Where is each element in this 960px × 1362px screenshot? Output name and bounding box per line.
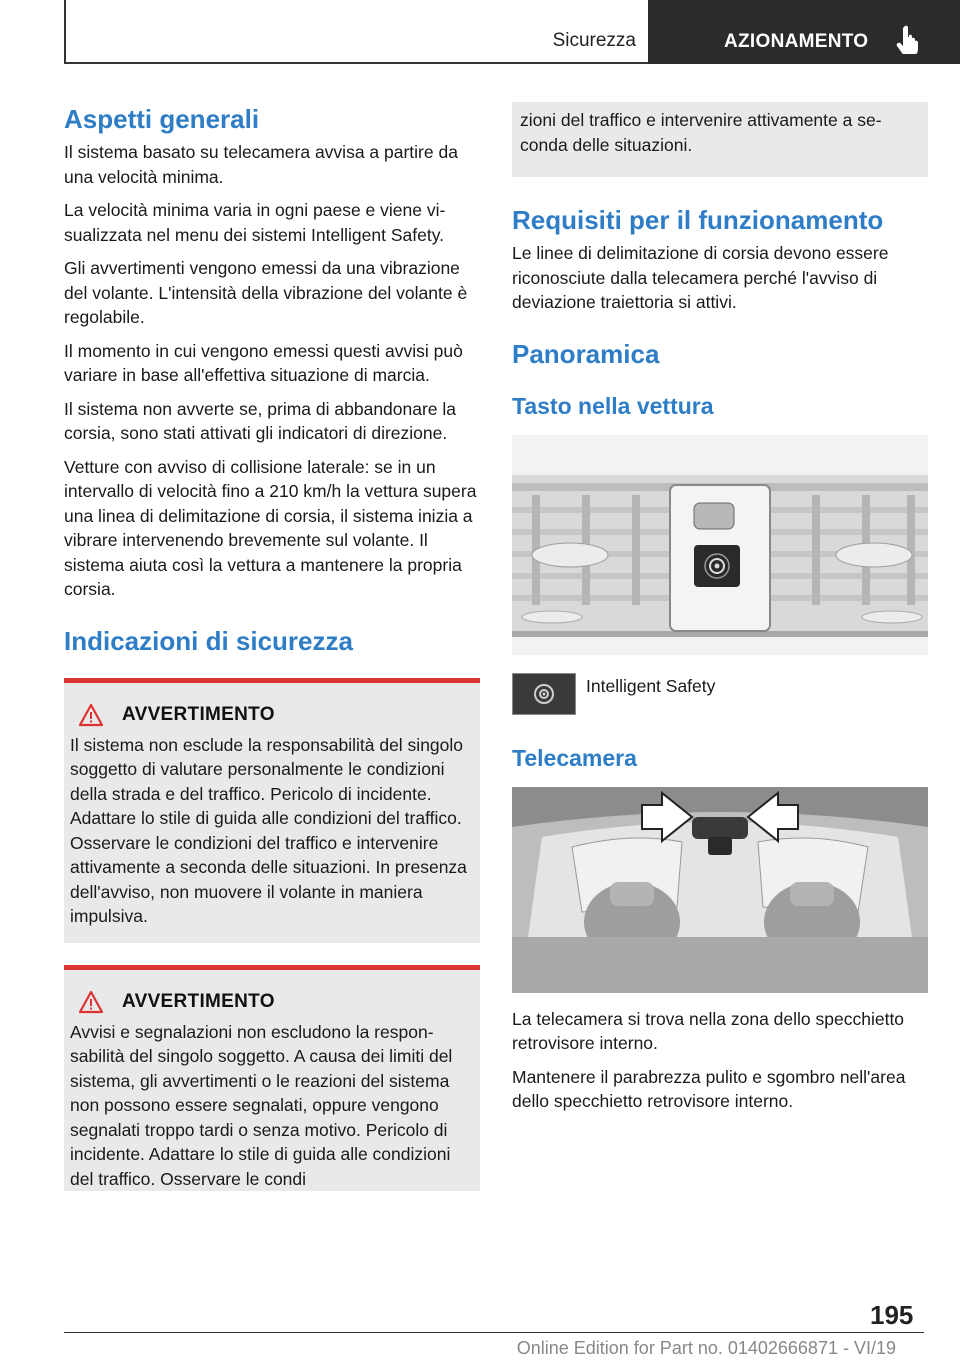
camera-location-image	[512, 787, 928, 993]
intelligent-safety-button-icon	[512, 673, 576, 715]
warning-box	[64, 965, 480, 1192]
warning-header	[70, 990, 470, 1014]
right-column	[512, 102, 928, 1123]
warning-header	[70, 703, 470, 727]
intelligent-safety-icon	[532, 682, 556, 706]
heading-safety: Indicazioni di sicurezza	[64, 625, 353, 656]
heading-overview: Panoramica	[512, 338, 660, 369]
heading-requirements: Requisiti per il funzionamento	[512, 205, 884, 235]
warning-text: Il sistema non esclude la responsabilità del singolo soggetto di valutare personalmente le condizioni della strada e del traffico. Pericolo di incidente. Adattare lo stile di guida alle condizioni del traffico. Osservare le condizioni del traffico e intervenire attivamente a seconda delle situazioni. In presenza dell'avviso, non muovere il volante in maniera impulsiva.	[70, 734, 467, 926]
button-legend-row	[512, 673, 928, 715]
paragraph: Il sistema non avverte se, prima di abbandonare la corsia, sono stati attivati gli indicatori di direzione.	[64, 398, 457, 443]
page-number: 195	[870, 1300, 914, 1330]
heading-camera: Telecamera	[512, 744, 637, 771]
heading-button: Tasto nella vettura	[512, 392, 714, 419]
header-rule-bottom	[64, 62, 648, 64]
warning-box	[64, 678, 480, 943]
dashboard-button-image	[512, 435, 928, 655]
dashboard-vent-illustration	[512, 435, 928, 655]
paragraph: La velocità minima varia in ogni paese e viene visualizzata nel menu dei sistemi Intelligent Safety.	[64, 200, 446, 245]
hand-pointer-icon	[896, 24, 922, 54]
warning-title: AVVERTIMENTO	[122, 990, 275, 1012]
intelligent-safety-label: Intelligent Safety	[586, 675, 716, 696]
header-section-title: Sicurezza	[552, 30, 636, 51]
warning-continuation-text: zioni del traffico e intervenire attivamente a seconda delle situazioni.	[520, 110, 882, 155]
paragraph: La telecamera si trova nella zona dello specchietto retrovisore interno.	[512, 1008, 905, 1053]
footer-rule	[64, 1332, 924, 1333]
warning-continuation-box	[512, 102, 928, 177]
warning-triangle-icon	[78, 703, 104, 727]
paragraph: Gli avvertimenti vengono emessi da una vibrazione del volante. L'intensità della vibrazione del volante è regolabile.	[64, 258, 468, 327]
paragraph: Le linee di delimitazione di corsia devono essere riconosciute dalla telecamera perché l'avviso di deviazione traiettoria si attivi.	[512, 243, 889, 312]
left-column	[64, 102, 480, 1191]
paragraph: Il momento in cui vengono emessi questi avvisi può variare in base all'effettiva situazione di marcia.	[64, 340, 463, 385]
warning-triangle-icon	[78, 990, 104, 1014]
warning-title: AVVERTIMENTO	[122, 703, 275, 725]
paragraph: Vetture con avviso di collisione laterale: se in un intervallo di velocità fino a 210 km/h la vettura supera una linea di delimitazione di corsia, il sistema inizia a vibrare intervenendo brevemente sul volante. Il sistema aiuta così la vettura a mantenere la propria corsia.	[64, 456, 477, 599]
header-rule-left	[64, 0, 66, 64]
paragraph: Mantenere il parabrezza pulito e sgombro nell'area dello specchietto retrovisore interno.	[512, 1066, 906, 1111]
header-chapter-label: AZIONAMENTO	[724, 31, 869, 52]
heading-general: Aspetti generali	[64, 104, 260, 134]
paragraph: Il sistema basato su telecamera avvisa a partire da una velocità minima.	[64, 142, 458, 187]
car-interior-illustration	[512, 787, 928, 993]
header-chapter-tab[interactable]	[648, 0, 960, 64]
footer-edition: Online Edition for Part no. 01402666871 - VI/19	[516, 1338, 896, 1358]
warning-text: Avvisi e segnalazioni non escludono la responsabilità del singolo soggetto. A causa dei limiti del sistema, gli avvertimenti o le reazioni del sistema non possono essere segnalati, oppure vengono segnalati troppo tardi o senza motivo. Pericolo di incidente. Adattare lo stile di guida alle condizioni del traffico. Osservare le condi	[70, 1021, 453, 1189]
